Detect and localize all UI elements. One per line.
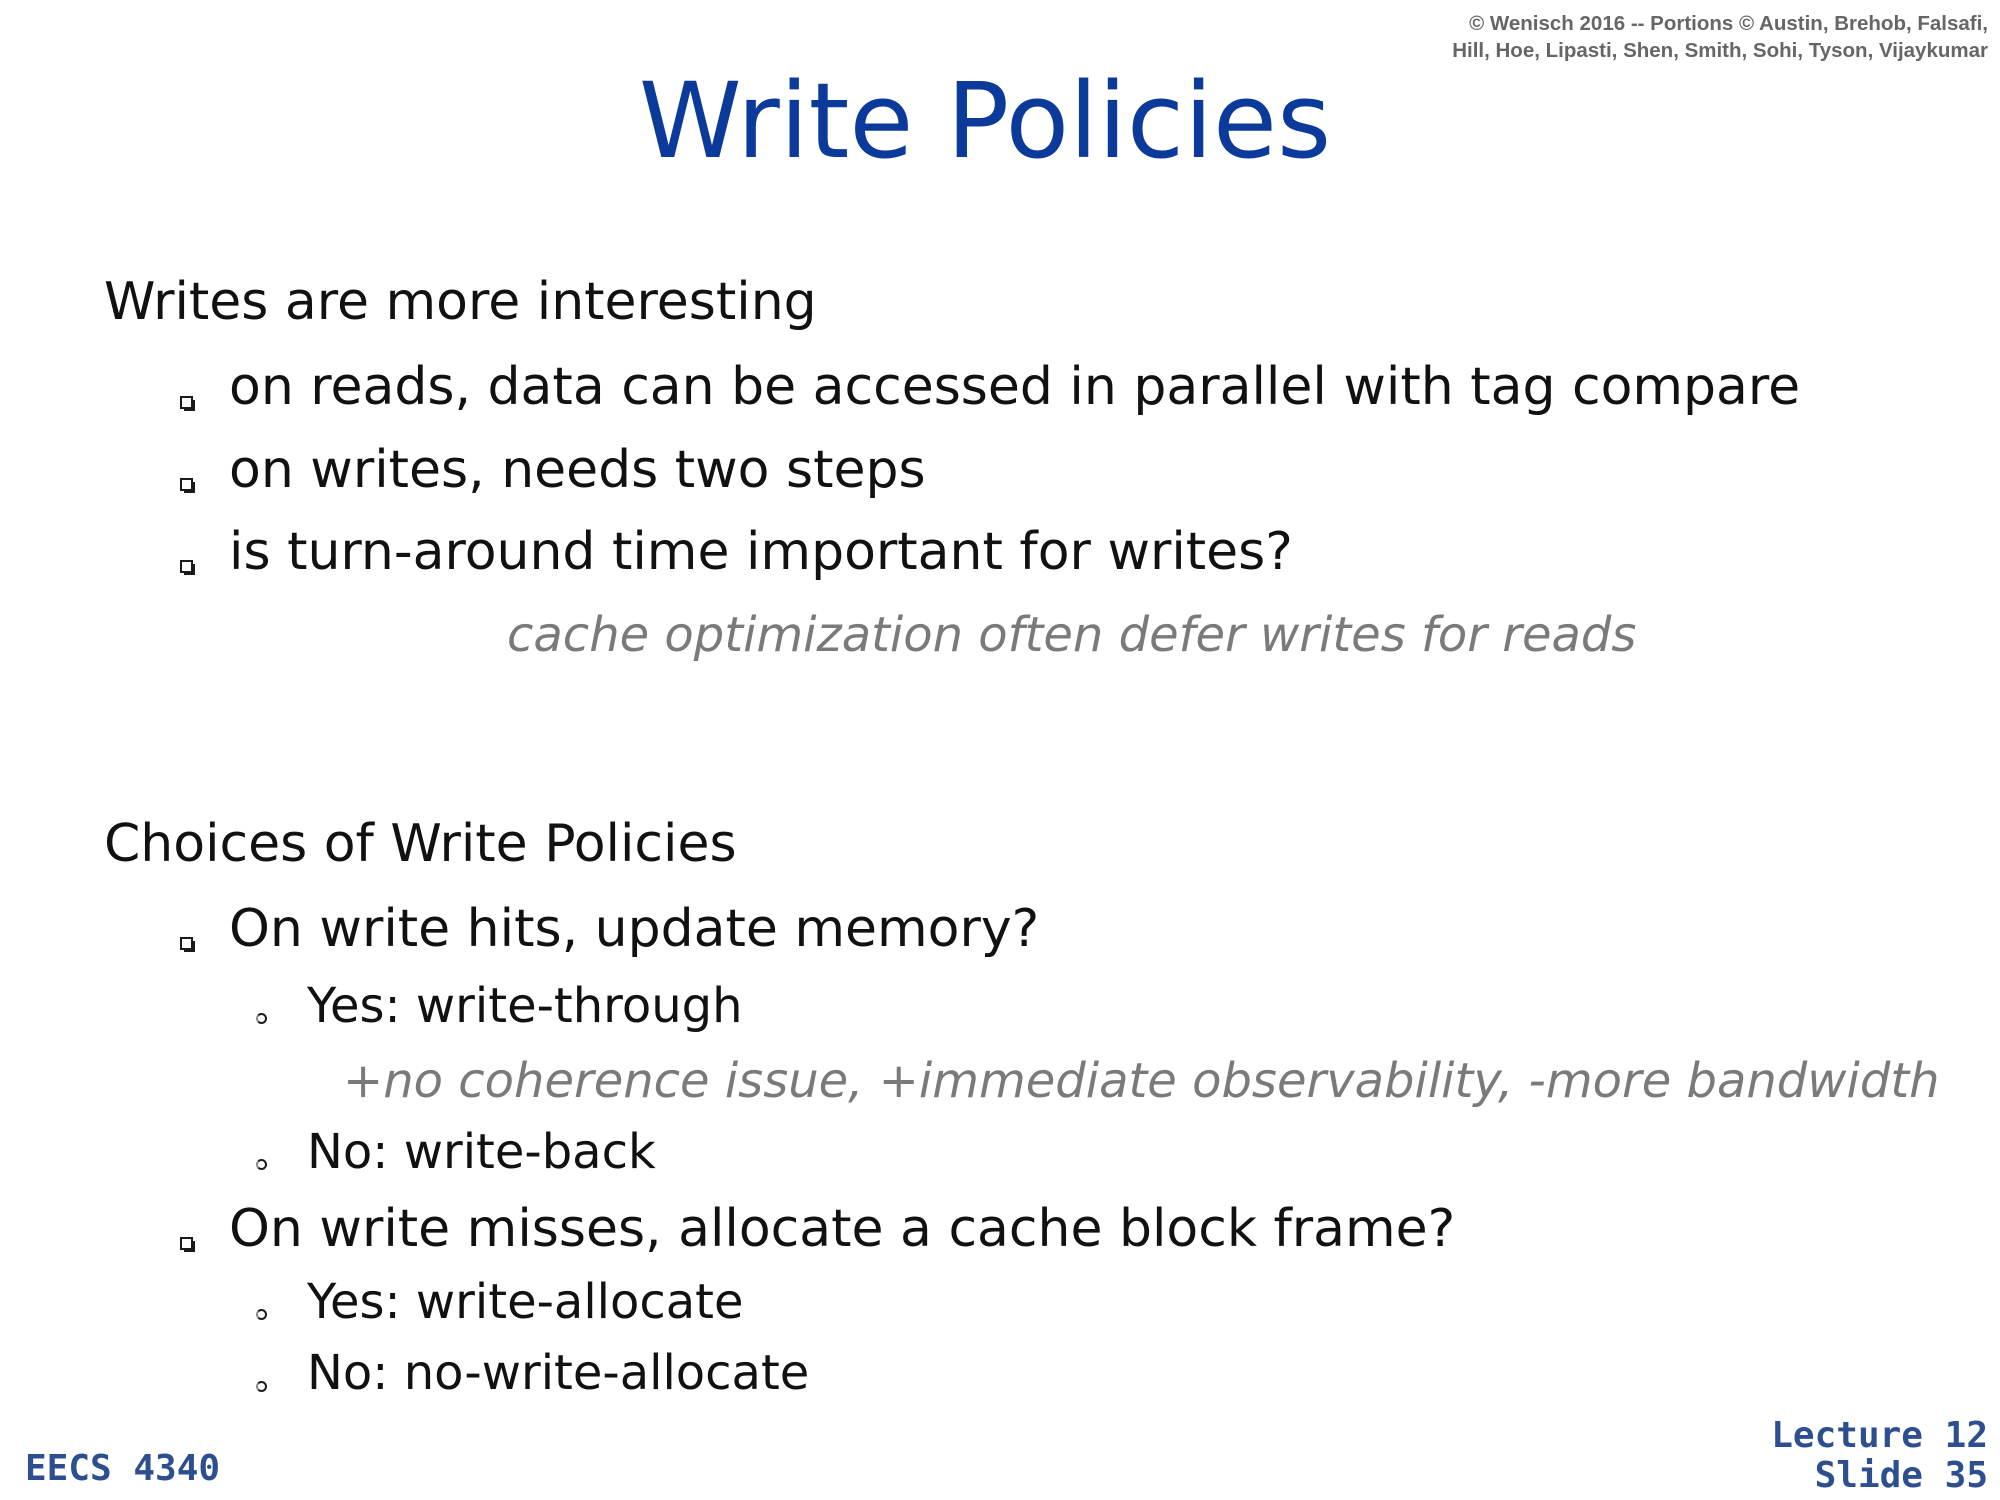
section1-bullet-3: is turn-around time important for writes? — [229, 522, 1293, 582]
copyright-line-2: Hill, Hoe, Lipasti, Shen, Smith, Sohi, Tyson, Vijaykumar — [1452, 39, 1988, 62]
section1-bullet-2: on writes, needs two steps — [229, 440, 926, 500]
square-bullet-icon — [180, 1237, 193, 1250]
ring-bullet-icon — [256, 1381, 267, 1392]
square-bullet-icon — [180, 937, 193, 950]
ring-bullet-icon — [256, 1159, 267, 1170]
write-through-option: Yes: write-through — [307, 978, 743, 1034]
square-bullet-icon — [180, 396, 193, 409]
section1-heading: Writes are more interesting — [104, 272, 817, 332]
no-write-allocate-option: No: no-write-allocate — [307, 1345, 810, 1401]
section1-note: cache optimization often defer writes for reads — [507, 607, 1637, 663]
slide-footer — [1771, 1416, 1988, 1496]
slide-number: Slide 35 — [1814, 1455, 1988, 1496]
ring-bullet-icon — [256, 1013, 267, 1024]
write-back-option: No: write-back — [307, 1124, 656, 1180]
course-label: EECS 4340 — [25, 1448, 221, 1489]
write-hits-question: On write hits, update memory? — [229, 899, 1040, 959]
section2-heading: Choices of Write Policies — [104, 814, 737, 874]
lecture-number: Lecture 12 — [1771, 1415, 1988, 1456]
write-misses-question: On write misses, allocate a cache block frame? — [229, 1199, 1456, 1259]
ring-bullet-icon — [256, 1309, 267, 1320]
slide-title: Write Policies — [638, 60, 1332, 182]
section1-bullet-1: on reads, data can be accessed in parallel with tag compare — [229, 357, 1801, 417]
square-bullet-icon — [180, 560, 193, 573]
write-allocate-option: Yes: write-allocate — [307, 1274, 744, 1330]
copyright-line-1: © Wenisch 2016 -- Portions © Austin, Brehob, Falsafi, — [1469, 12, 1988, 35]
square-bullet-icon — [180, 478, 193, 491]
write-through-note: +no coherence issue, +immediate observability, -more bandwidth — [343, 1053, 1940, 1109]
